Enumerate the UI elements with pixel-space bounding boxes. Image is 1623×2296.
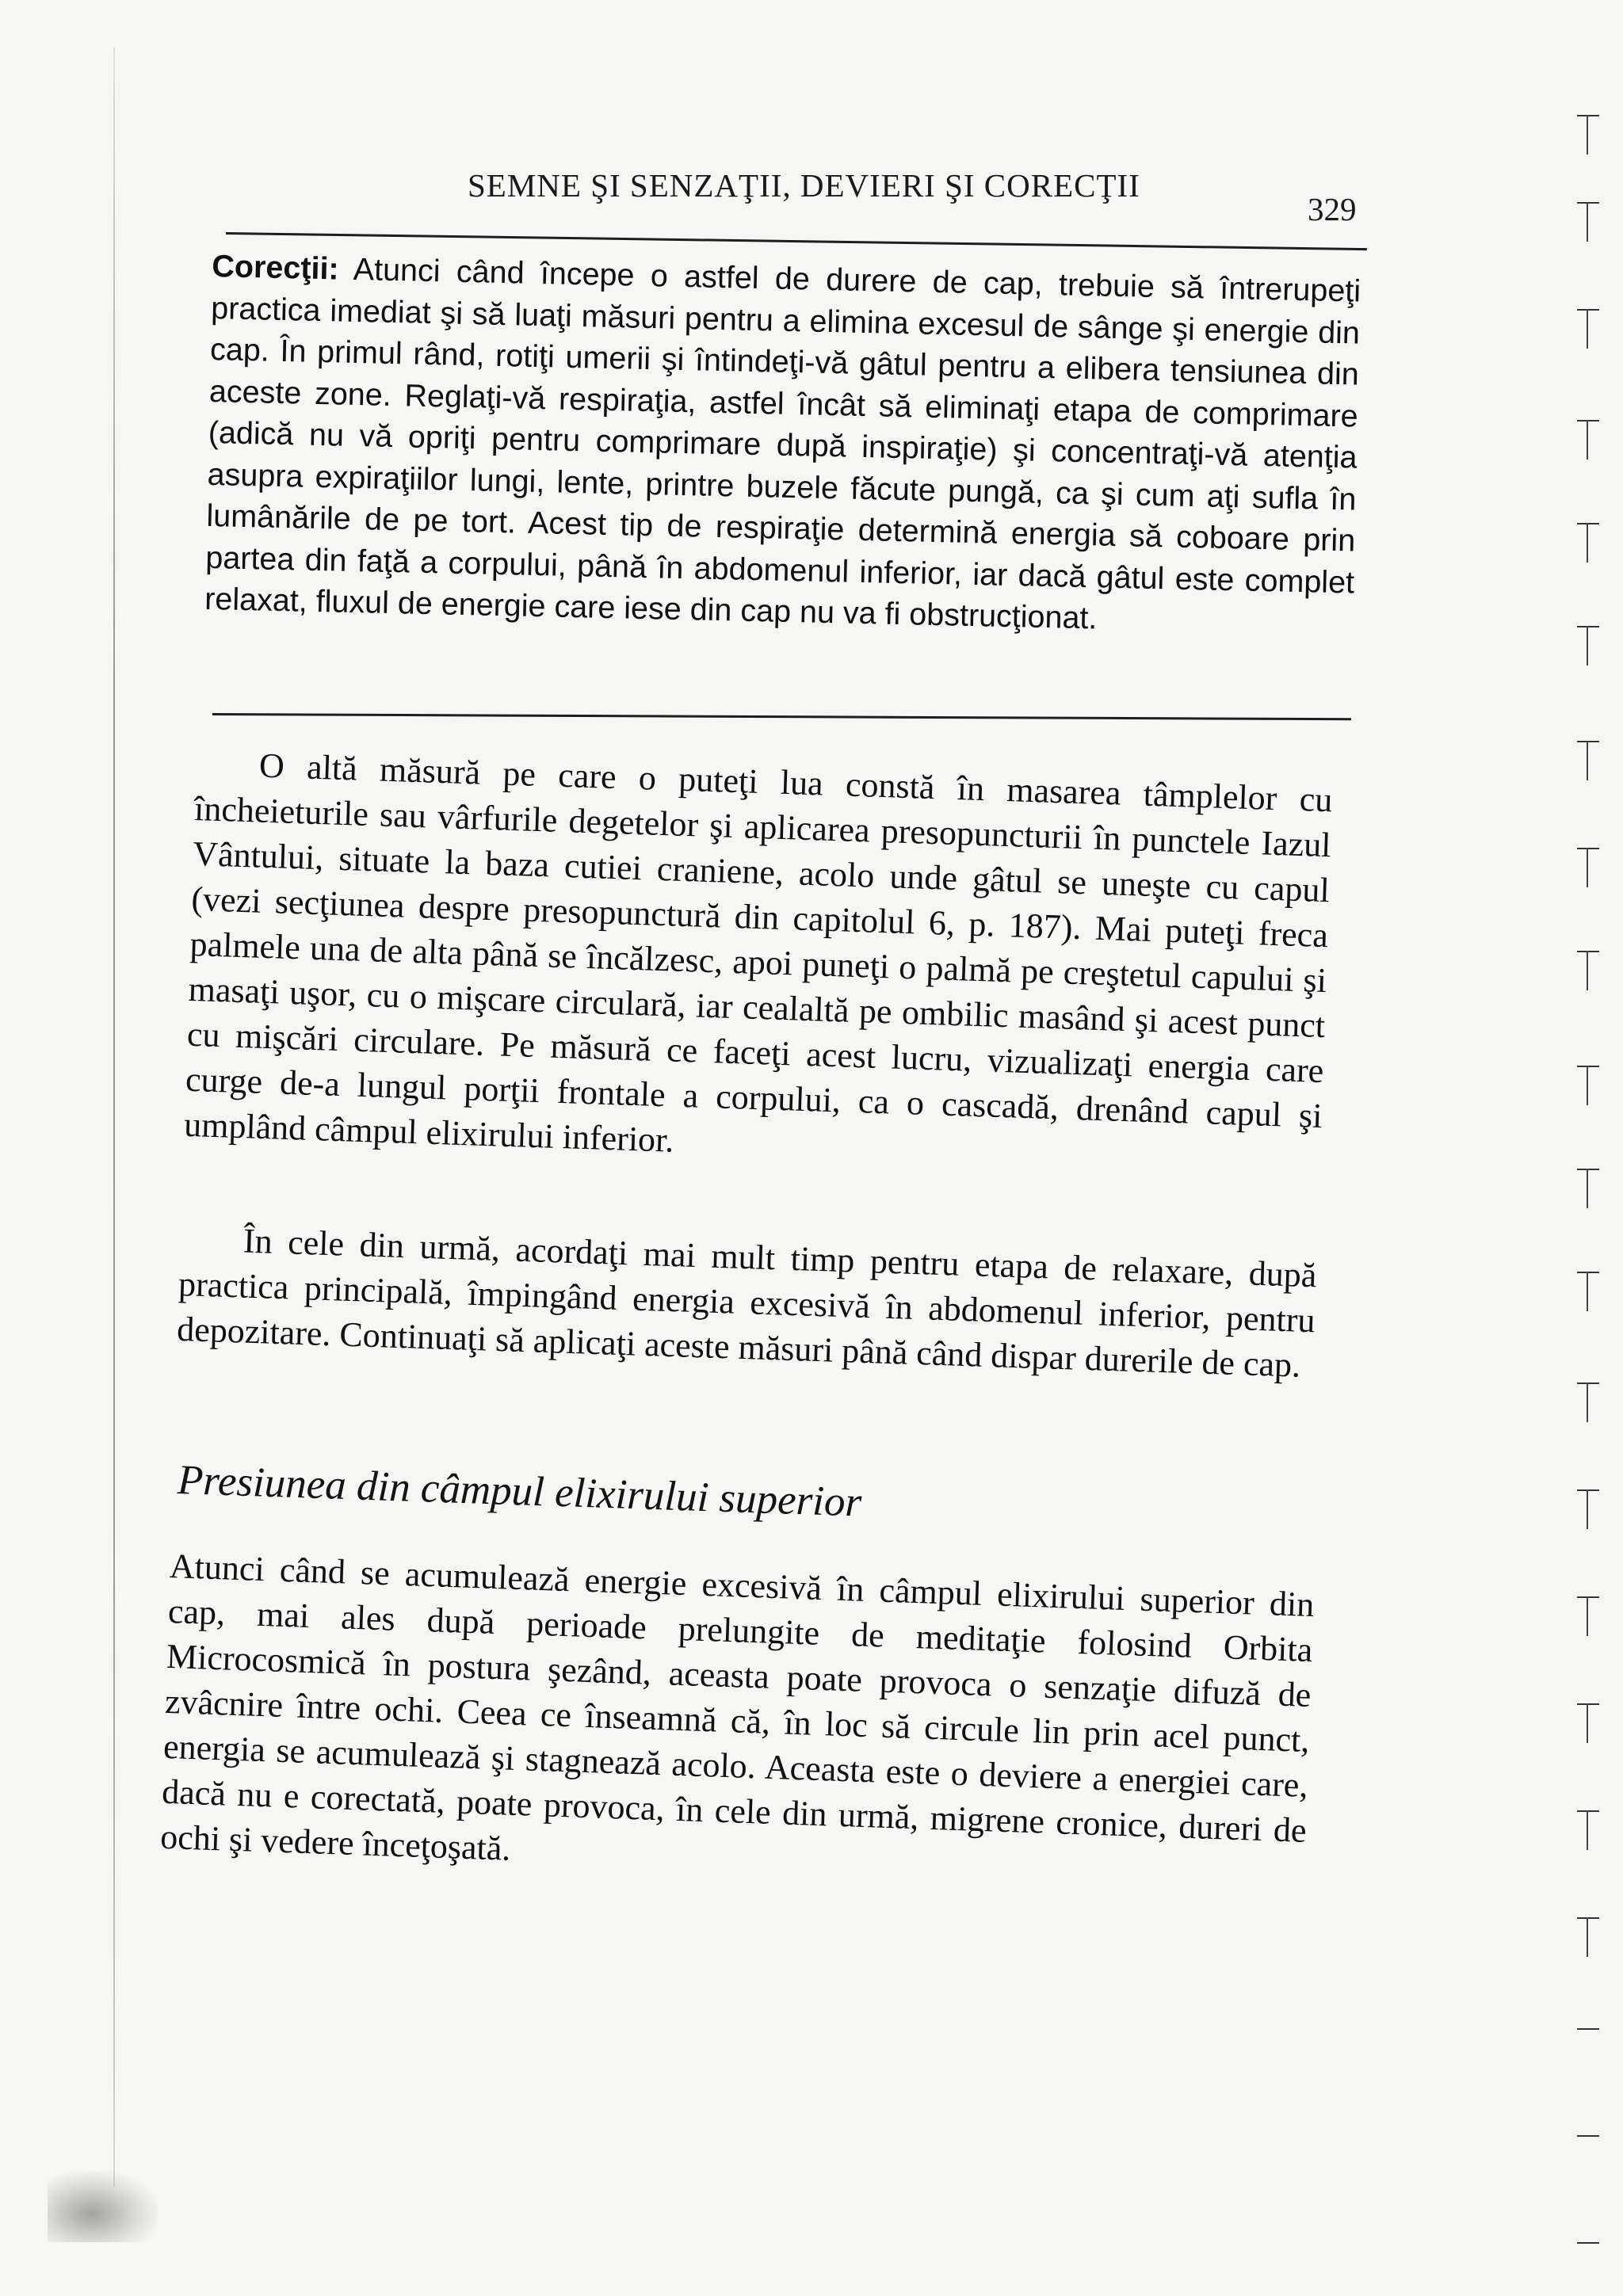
- edge-mark: [1577, 741, 1599, 742]
- edge-mark: [1577, 2135, 1599, 2137]
- edge-mark: [1577, 523, 1599, 524]
- edge-mark: [1577, 309, 1599, 311]
- edge-mark: [1577, 420, 1599, 421]
- edge-mark: [1577, 951, 1599, 952]
- corrections-sidebar: [204, 246, 1361, 645]
- edge-mark: [1577, 1703, 1599, 1705]
- sidebar-top-rule: [226, 232, 1367, 250]
- sidebar-text: Atunci când începe o astfel de durere de cap, trebuie să întrerupeţi practica imediat şi să luaţi măsuri pentru a elimina excesul de sânge şi energie din cap. În primul rând, rotiţi umerii şi întindeţi-vă gâtul pentru a elibera tensiunea din aceste zone. Reglaţi-vă respiraţia, astfel încât să eliminaţi etapa de comprimare (adică nu vă opriţi pentru comprimare după inspiraţie) şi concentraţi-vă atenţia asupra expiraţiilor lungi, lente, printre buzele făcute pungă, ca şi cum aţi sufla în lumânările de pe tort. Acest tip de respiraţie determină energia să coboare prin partea din faţă a corpului, până în abdomenul inferior, iar dacă gâtul este complet relaxat, fluxul de energie care iese din cap nu va fi obstrucţionat.: [204, 251, 1361, 636]
- sidebar-bottom-rule: [212, 713, 1351, 720]
- sidebar-label: Corecţii:: [211, 248, 340, 287]
- scan-smudge: [48, 2171, 158, 2242]
- section-heading: Presiunea din câmpul elixirului superior: [177, 1456, 863, 1526]
- body-paragraph-2: În cele din urmă, acordaţi mai mult timp pentru etapa de relaxare, după practica principală, împingând energia excesivă în abdomenul inferior, pentru depozitare. Continuaţi să aplicaţi aceste măsuri până când dispar durerile de cap.: [176, 1221, 1318, 1385]
- edge-mark: [1577, 202, 1599, 204]
- edge-mark: [1577, 1489, 1599, 1491]
- page-number: 329: [1308, 191, 1357, 227]
- edge-mark: [1577, 1917, 1599, 1919]
- body-paragraph-3: Atunci când se acumulează energie excesivă în câmpul elixirului superior din cap, mai ales după perioade prelungite de meditaţie folosind Orbita Microcosmică în postura şezând, aceasta poate provoca o senzaţie difuză de zvâcnire între ochi. Ceea ce înseamnă că, în loc să circule lin prin acel punct, energia se acumulează şi stagnează acolo. Aceasta este o deviere a energiei care, dacă nu e corectată, poate provoca, în cele din urmă, migrene cronice, dureri de ochi şi vedere înceţoşată.: [159, 1546, 1316, 1868]
- edge-mark: [1577, 848, 1599, 849]
- edge-mark: [1577, 1383, 1599, 1384]
- edge-mark: [1577, 1810, 1599, 1812]
- edge-mark: [1577, 2242, 1599, 2244]
- edge-mark: [1577, 1596, 1599, 1598]
- edge-mark: [1577, 626, 1599, 627]
- edge-mark: [1577, 1066, 1599, 1067]
- edge-mark: [1577, 1272, 1599, 1273]
- edge-mark: [1577, 1169, 1599, 1170]
- body-paragraph-1: O altă măsură pe care o puteţi lua constă în masarea tâmplelor cu încheieturile sau vârfurile degetelor şi aplicarea presopuncturii în punctele Iazul Vântului, situate la baza cutiei craniene, acolo unde gâtul se uneşte cu capul (vezi secţiunea despre presopunctură din capitolul 6, p. 187). Mai puteţi freca palmele una de alta până se încălzesc, apoi puneţi o palmă pe creştetul capului şi masaţi uşor, cu o mişcare circulară, iar cealaltă pe ombilic masând şi acest punct cu mişcări circulare. Pe măsură ce faceţi acest lucru, vizualizaţi energia care curge de-a lungul porţii frontale a corpului, ca o cascadă, drenând capul şi umplând câmpul elixirului inferior.: [183, 746, 1334, 1160]
- running-header: SEMNE ŞI SENZAŢII, DEVIERI ŞI CORECŢII: [468, 167, 1140, 204]
- edge-mark: [1577, 2028, 1599, 2030]
- edge-mark: [1577, 115, 1599, 116]
- binding-edge-shadow: [113, 48, 115, 2187]
